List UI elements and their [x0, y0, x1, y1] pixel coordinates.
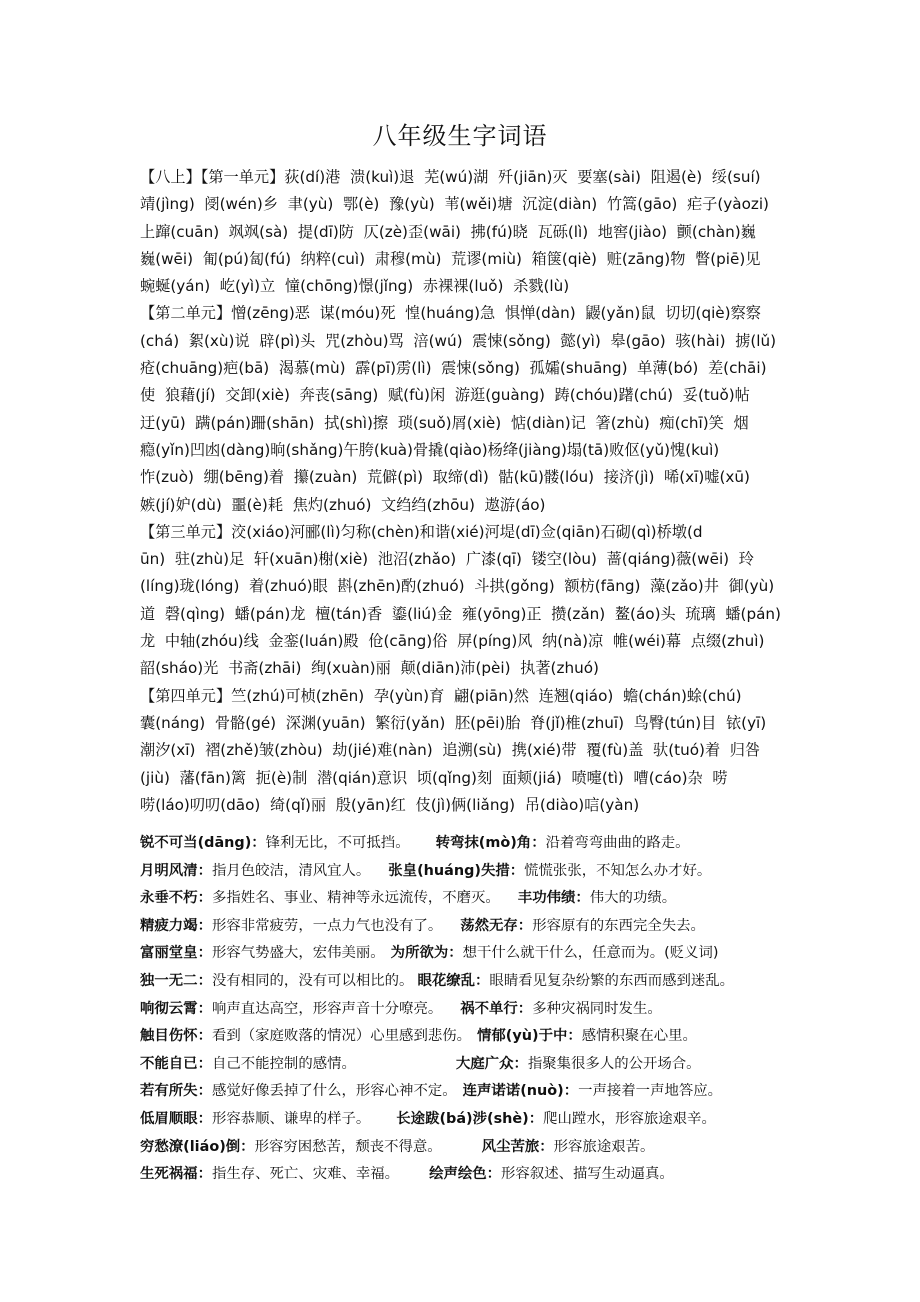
idiom-definition: 眼睛看见复杂纷繁的东西而感到迷乱。	[489, 972, 735, 989]
idiom-term: 张皇(huáng)失措：	[388, 862, 525, 879]
idiom-term: 低眉顺眼：	[140, 1110, 212, 1127]
idiom-row	[140, 858, 820, 886]
idiom-term: 永垂不朽：	[140, 890, 212, 907]
idiom-definition: 锋利无比，不可抵挡。	[265, 835, 410, 851]
idiom-definition: 想干什么就干什么，任意而为。(贬义词)	[462, 945, 719, 962]
vocab-line: ūn) 驻(zhù)足 轩(xuān)榭(xiè) 池沼(zhǎo) 广漆(qī) 镂空(lòu) 蔷(qiáng)薇(wēi) 玲	[140, 550, 754, 569]
idiom-term: 长途跋(bá)涉(shè)：	[396, 1110, 544, 1127]
idiom-definition: 没有相同的，没有可以相比的。	[211, 972, 414, 989]
vocab-line: 【八上】【第一单元】荻(dí)港 溃(kuì)退 芜(wú)湖 歼(jiān)灭 要塞(sài) 阻遏(è) 绥(suí)	[140, 168, 761, 186]
vocab-line: 上蹿(cuān) 飒飒(sà) 提(dī)防 仄(zè)歪(wāi) 拂(fú)晓 瓦砾(lì) 地窖(jiào) 颤(chàn)巍	[140, 222, 756, 241]
idiom-row	[140, 996, 820, 1024]
idiom-term: 生死祸福：	[140, 1166, 212, 1183]
vocab-line: 疮(chuāng)疤(bā) 渴慕(mù) 霹(pī)雳(lì) 震悚(sǒng) 孤孀(shuāng) 单薄(bó) 差(chāi)	[140, 359, 767, 378]
vocabulary-list	[140, 164, 808, 819]
idiom-term: 月明风清：	[140, 862, 212, 879]
idiom-term: 独一无二：	[140, 972, 212, 989]
idiom-term: 若有所失：	[140, 1083, 212, 1100]
idiom-definition: 指聚集很多人的公开场合。	[527, 1055, 701, 1072]
idiom-row	[140, 1051, 820, 1079]
vocab-line: 瘾(yǐn)凹凼(dàng)晌(shǎng)午胯(kuà)骨撬(qiào)杨绛(jiàng)塌(tā)败伛(yǔ)愧(kuì)	[140, 440, 720, 459]
idiom-term: 眼花缭乱：	[417, 972, 490, 989]
idiom-definition: 指月色皎洁，清风宜人。	[211, 862, 371, 879]
vocab-line: 龙 中轴(zhóu)线 金銮(luán)殿 伧(cāng)俗 屏(píng)风 纳(nà)凉 帷(wéi)幕 点缀(zhuì)	[140, 632, 765, 651]
idiom-term: 触目伤怀：	[140, 1028, 212, 1045]
idiom-term: 为所欲为：	[390, 945, 463, 962]
vocab-line: 囊(náng) 骨骼(gé) 深渊(yuān) 繁衍(yǎn) 胚(pēi)胎 脊(jǐ)椎(zhuī) 鸟臀(tún)目 铱(yī)	[140, 713, 767, 732]
idiom-row	[140, 1134, 820, 1162]
idiom-row	[140, 885, 820, 913]
vocab-line: 迂(yū) 蹒(pán)跚(shān) 拭(shì)擦 琐(suǒ)屑(xiè) 惦(diàn)记 箸(zhù) 痴(chī)笑 烟	[140, 413, 749, 432]
vocab-line: 怍(zuò) 绷(bēng)着 攥(zuàn) 荒僻(pì) 取缔(dì) 骷(kū)髅(lóu) 接济(jì) 唏(xī)嘘(xū)	[140, 468, 750, 487]
idiom-term: 不能自已：	[140, 1055, 212, 1072]
idiom-row	[140, 830, 820, 858]
vocab-line: 【第三单元】洨(xiáo)河郦(lì)匀称(chèn)和谐(xié)河堤(dī)佥(qiān)石砌(qì)桥墩(d	[140, 522, 703, 541]
vocab-line: 蜿蜒(yán) 屹(yì)立 憧(chōng)憬(jǐng) 赤裸裸(luǒ) 杀戮(lù)	[140, 277, 570, 296]
idiom-definition: 形容非常疲劳，一点力气也没有了。	[211, 917, 443, 934]
idiom-term: 丰功伟绩：	[517, 890, 590, 907]
idiom-term: 穷愁潦(liáo)倒：	[140, 1138, 255, 1155]
vocab-line: 【第四单元】竺(zhú)可桢(zhēn) 孕(yùn)育 翩(piān)然 连翘(qiáo) 蟾(chán)蜍(chú)	[140, 686, 742, 705]
idiom-definition: 形容穷困愁苦，颓丧不得意。	[254, 1138, 442, 1155]
idiom-definition: 多种灾祸同时发生。	[532, 1000, 662, 1017]
vocab-line: 韶(sháo)光 书斋(zhāi) 绚(xuàn)丽 颠(diān)沛(pèi) 执著(zhuó)	[140, 659, 599, 678]
idiom-definition: 形容气势盛大，宏伟美丽。	[211, 945, 385, 962]
vocab-line: 唠(láo)叨叨(dāo) 绮(qǐ)丽 殷(yān)红 伎(jì)俩(liǎng) 吊(diào)唁(yàn)	[140, 795, 640, 814]
idiom-term: 情郁(yù)于中：	[477, 1028, 582, 1045]
idiom-row	[140, 913, 820, 941]
idiom-definition: 慌慌张张，不知怎么办才好。	[524, 862, 712, 879]
vocab-line: (líng)珑(lóng) 着(zhuó)眼 斟(zhēn)酌(zhuó) 斗拱(gǒng) 额枋(fāng) 藻(zǎo)井 御(yù)	[140, 577, 775, 596]
idiom-definition: 一声接着一声地答应。	[578, 1083, 723, 1100]
idiom-term: 响彻云霄：	[140, 1000, 212, 1017]
vocab-line: 巍(wēi) 匍(pú)匐(fú) 纳粹(cuì) 肃穆(mù) 荒谬(miù) 箱箧(qiè) 赃(zāng)物 瞥(piē)见	[140, 249, 761, 268]
idiom-definition: 沿着弯弯曲曲的路走。	[545, 835, 690, 851]
idiom-term: 转弯抹(mò)角：	[435, 835, 546, 851]
idiom-definition: 形容叙述、描写生动逼真。	[501, 1166, 674, 1183]
idiom-definitions	[140, 830, 820, 1189]
idiom-term: 大庭广众：	[455, 1055, 528, 1072]
idiom-term: 风尘苦旅：	[481, 1138, 554, 1155]
idiom-term: 连声诺诺(nuò)：	[462, 1083, 579, 1100]
idiom-definition: 感觉好像丢掉了什么，形容心神不定。	[211, 1083, 457, 1100]
idiom-row	[140, 968, 820, 996]
idiom-definition: 爬山蹚水，形容旅途艰辛。	[543, 1110, 716, 1127]
idiom-definition: 看到（家庭败落的情况）心里感到悲伤。	[211, 1028, 472, 1045]
idiom-term: 锐不可当(dāng)：	[140, 835, 266, 851]
idiom-definition: 响声直达高空，形容声音十分嘹亮。	[211, 1000, 443, 1017]
idiom-definition: 形容恭顺、谦卑的样子。	[211, 1110, 371, 1127]
vocab-line: 靖(jìng) 阌(wén)乡 聿(yù) 鄂(è) 豫(yù) 苇(wěi)塘 沉淀(diàn) 竹篙(gāo) 疟子(yàozi)	[140, 195, 769, 214]
idiom-definition: 多指姓名、事业、精神等永远流传，不磨灭。	[211, 890, 500, 907]
vocab-line: 道 磬(qìng) 蟠(pán)龙 檀(tán)香 鎏(liú)金 雍(yōng)正 攒(zǎn) 鳌(áo)头 琉璃 蟠(pán)	[140, 604, 781, 623]
idiom-term: 荡然无存：	[460, 917, 533, 934]
idiom-definition: 伟大的功绩。	[589, 890, 677, 907]
vocab-line: 潮汐(xī) 褶(zhě)皱(zhòu) 劫(jié)难(nàn) 追溯(sù) 携(xié)带 覆(fù)盖 驮(tuó)着 归咎	[140, 741, 761, 760]
vocab-line: 使 狼藉(jí) 交卸(xiè) 奔丧(sāng) 赋(fù)闲 游逛(guàng) 踌(chóu)躇(chú) 妥(tuǒ)帖	[140, 386, 750, 405]
vocab-line: (jiù) 藩(fān)篱 扼(è)制 潜(qián)意识 顷(qǐng)刻 面颊(jiá) 喷嚏(tì) 嘈(cáo)杂 唠	[140, 768, 728, 787]
idiom-definition: 感情积聚在心里。	[581, 1028, 697, 1045]
idiom-definition: 指生存、死亡、灾难、幸福。	[211, 1166, 400, 1183]
vocab-line: (chá) 絮(xù)说 辟(pì)头 咒(zhòu)骂 涪(wú) 震悚(sǒng) 懿(yì) 皋(gāo) 骇(hài) 掳(lǔ)	[140, 331, 777, 350]
idiom-term: 精疲力竭：	[140, 917, 212, 934]
vocab-line: 嫉(jí)妒(dù) 噩(è)耗 焦灼(zhuó) 文绉绉(zhōu) 遨游(áo)	[140, 495, 546, 514]
page-title: 八年级生字词语	[372, 122, 548, 150]
idiom-definition: 形容原有的东西完全失去。	[532, 917, 705, 934]
idiom-row	[140, 1106, 820, 1134]
idiom-term: 绘声绘色：	[429, 1166, 502, 1183]
idiom-term: 富丽堂皇：	[140, 945, 212, 962]
idiom-term: 祸不单行：	[460, 1000, 533, 1017]
vocab-line: 【第二单元】憎(zēng)恶 谋(móu)死 惶(huáng)急 惧惮(dàn) 鼹(yǎn)鼠 切切(qiè)察察	[140, 304, 761, 323]
idiom-definition: 形容旅途艰苦。	[553, 1138, 655, 1155]
idiom-row	[140, 1161, 820, 1189]
idiom-row	[140, 1078, 820, 1106]
idiom-row	[140, 940, 820, 968]
idiom-row	[140, 1023, 820, 1051]
idiom-definition: 自己不能控制的感情。	[211, 1055, 356, 1072]
